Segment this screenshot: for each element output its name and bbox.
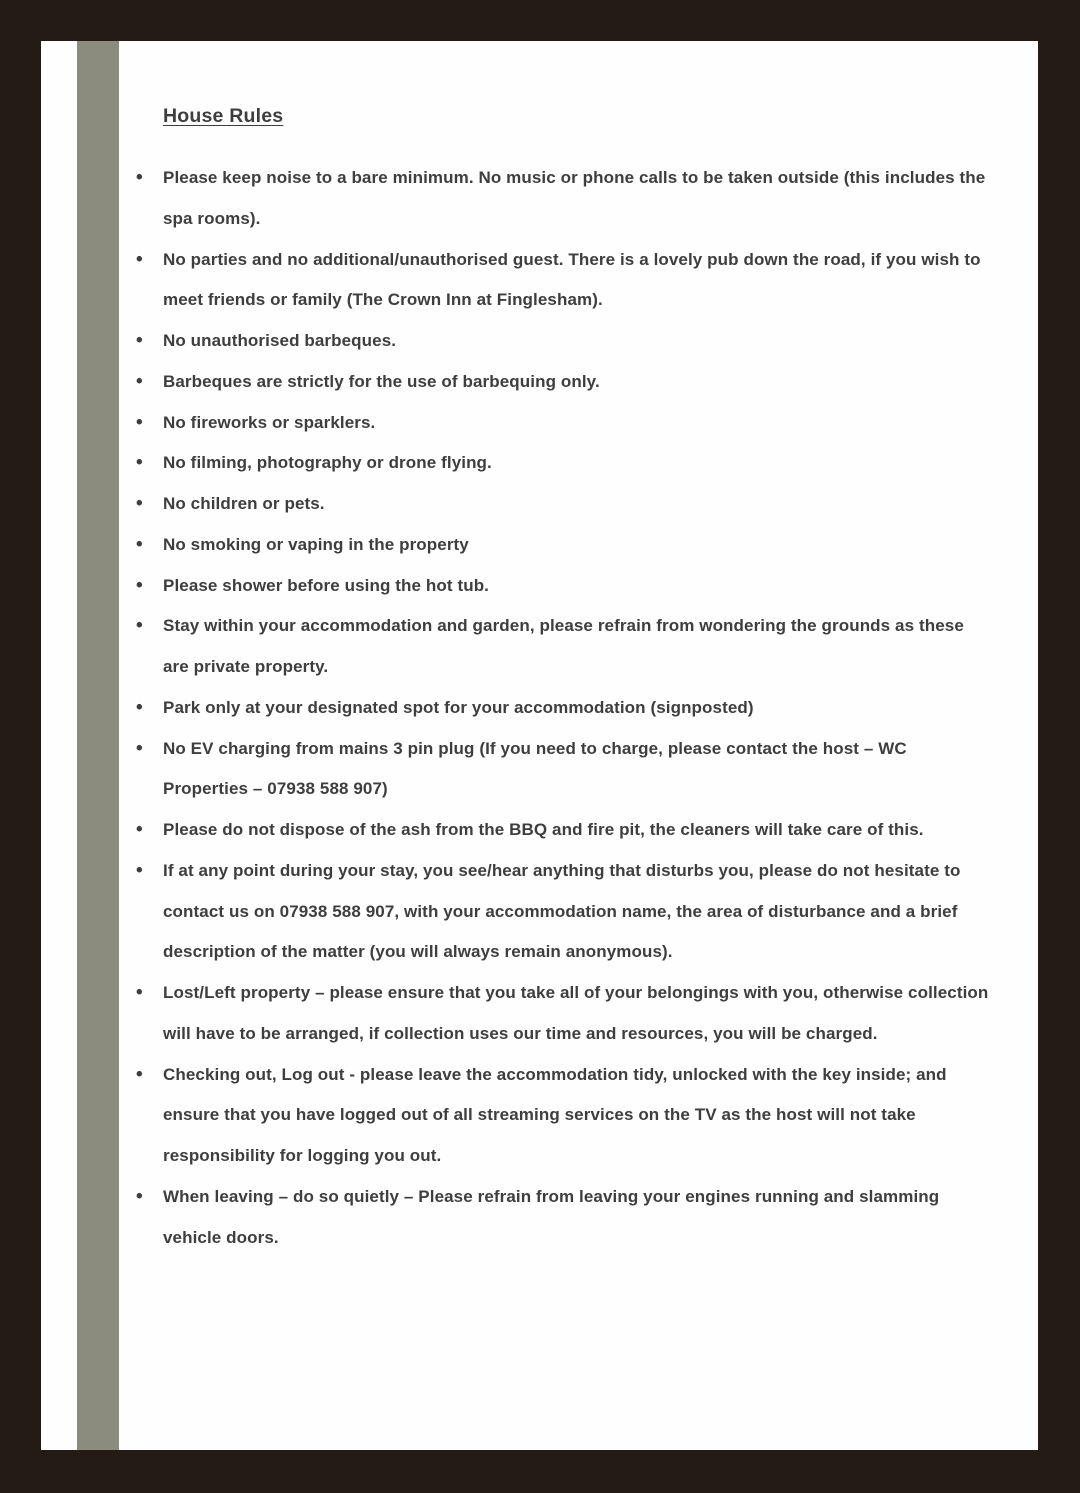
- rule-text: If at any point during your stay, you see/hear anything that disturbs you, please do not hesitate to contact us on: [163, 860, 961, 921]
- rule-text: No children or pets.: [163, 494, 325, 513]
- rule-text: Barbeques are strictly for the use of barbequing only.: [163, 371, 600, 391]
- rule-item: [163, 158, 991, 240]
- rule-item: [163, 851, 991, 973]
- rule-text: Please shower before using the hot tub.: [163, 575, 490, 595]
- rule-item: [163, 403, 991, 444]
- rule-text: No fireworks or sparklers.: [163, 412, 376, 432]
- rule-item: [163, 606, 991, 688]
- rule-text: Please do not dispose of the ash from the BBQ and fire pit, the cleaners will take care of this.: [163, 820, 924, 839]
- rule-text: No parties and no additional/unauthorised guest. There is a lovely pub down the road, if you wish to meet friends or family (The Crown Inn at Finglesham).: [163, 249, 981, 310]
- rule-item: [163, 1177, 991, 1259]
- rule-item: [163, 1055, 991, 1177]
- rule-item: [163, 810, 991, 851]
- rule-item: [163, 362, 991, 403]
- rule-text: When leaving – do so quietly – Please refrain from leaving your engines running and slamming vehicle doors.: [163, 1186, 940, 1247]
- rules-list: [163, 158, 991, 1258]
- document-content: [163, 103, 991, 1258]
- rule-text: Park only at your designated spot for your accommodation (signposted): [163, 697, 754, 717]
- rule-item: [163, 525, 991, 566]
- rule-item: [163, 688, 991, 729]
- rule-text: Stay within your accommodation and garden, please refrain from wondering the grounds as these are private property.: [163, 616, 964, 676]
- rule-item: [163, 321, 991, 362]
- rule-text-bold: 07938 588 907: [279, 901, 395, 921]
- rule-item: [163, 566, 991, 607]
- document-page: [41, 41, 1038, 1450]
- rule-text: ): [382, 779, 388, 799]
- left-accent-stripe: [77, 41, 119, 1450]
- rule-text: No unauthorised barbeques.: [163, 331, 397, 350]
- rule-text: Checking out, Log out - please leave the accommodation tidy, unlocked with the key inside; and ensure that you have logged out of all streaming services on the TV as the host will not take responsibility for logging you out.: [163, 1064, 947, 1165]
- rule-item: [163, 973, 991, 1055]
- rule-item: [163, 729, 991, 811]
- rule-item: [163, 484, 991, 525]
- rule-text: Please keep noise to a bare minimum. No music or phone calls to be taken outside (this includes the spa rooms).: [163, 168, 986, 228]
- rule-item: [163, 443, 991, 484]
- rule-text: , with your accommodation name, the area of disturbance and a brief description of the matter (you will always remain anonymous).: [163, 901, 958, 962]
- rule-text: No EV charging from mains 3 pin plug (If you need to charge, please contact the host – WC Properties –: [163, 738, 907, 799]
- rule-item: [163, 240, 991, 322]
- rule-text: No smoking or vaping in the property: [163, 534, 469, 554]
- page-title: House Rules: [163, 105, 284, 127]
- rule-text: No filming, photography or drone flying.: [163, 453, 492, 473]
- rule-text-bold: 07938 588 907: [267, 779, 383, 799]
- rule-text: Lost/Left property – please ensure that you take all of your belongings with you, otherwise collection will have to be arranged, if collection uses our time and resources, you will be charged.: [163, 983, 989, 1043]
